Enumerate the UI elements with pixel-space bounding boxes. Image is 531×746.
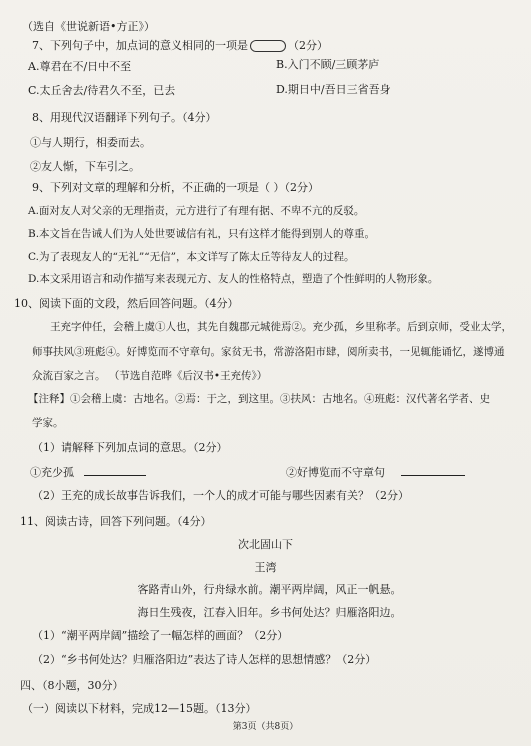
question-7-score: （2分） xyxy=(288,39,328,52)
question-8: 8、用现代汉语翻译下列句子。（4分） xyxy=(32,111,217,124)
question-8-item-2: ②友人惭，下车引之。 xyxy=(30,160,140,173)
passage-line-3: 众流百家之言。 （节选自范晔《后汉书•王充传》） xyxy=(32,370,268,382)
question-10-2: （2）王充的成长故事告诉我们，一个人的成才可能与哪些因素有关？（2分） xyxy=(32,489,409,502)
page-footer: 第3页（共8页） xyxy=(232,722,299,732)
question-11-2: （2）“乡书何处达？归雁洛阳边”表达了诗人怎样的思想情感？（2分） xyxy=(32,653,377,666)
question-10-1: （1）请解释下列加点词的意思。（2分） xyxy=(32,441,228,454)
section-4-heading: 四、（8小题，30分） xyxy=(20,679,124,692)
question-11-1: （1）“潮平两岸阔”描绘了一幅怎样的画面？（2分） xyxy=(32,629,289,642)
answer-blank xyxy=(401,464,465,476)
question-7 xyxy=(32,39,328,53)
option-9b: B.本文旨在告诫人们为人处世要诚信有礼，只有这样才能得到别人的尊重。 xyxy=(28,228,376,240)
option-9c: C.为了表现友人的“无礼”“无信”，本文详写了陈太丘等待友人的过程。 xyxy=(28,251,355,263)
poem-title: 次北固山下 xyxy=(238,538,293,551)
question-10-1-b xyxy=(286,464,465,480)
question-10-1-b-text: ②好博览而不守章句 xyxy=(286,466,385,479)
section-4-part-1: （一）阅读以下材料，完成12—15题。（13分） xyxy=(22,702,257,715)
question-11: 11、阅读古诗，回答下列问题。（4分） xyxy=(20,515,212,528)
question-9: 9、下列对文章的理解和分析，不正确的一项是（ ）（2分） xyxy=(32,181,319,194)
question-10: 10、阅读下面的文段，然后回答问题。（4分） xyxy=(14,297,239,310)
option-7b: B.入门不顾/三顾茅庐 xyxy=(276,58,380,71)
poem-author: 王湾 xyxy=(254,561,277,574)
answer-bracket xyxy=(250,40,286,52)
option-9d: D.本文采用语言和动作描写来表现元方、友人的性格特点，塑造了个性鲜明的人物形象。 xyxy=(28,273,439,285)
option-9a: A.面对友人对父亲的无理指责，元方进行了有理有据、不卑不亢的反驳。 xyxy=(28,205,365,217)
source-citation: （选自《世说新语•方正》） xyxy=(22,20,155,33)
question-8-item-1: ①与人期行，相委而去。 xyxy=(30,136,151,149)
poem-line-2: 海日生残夜，江春入旧年。乡书何处达？归雁洛阳边。 xyxy=(137,606,402,619)
notes-line-1: 【注释】①会稽上虞：古地名。②焉：于之，到这里。③扶风：古地名。④班彪：汉代著名学者、史 xyxy=(28,393,490,405)
notes-line-2: 学家。 xyxy=(32,417,64,429)
option-7d: D.期日中/吾日三省吾身 xyxy=(276,83,391,96)
option-7a: A.尊君在不/日中不至 xyxy=(28,60,132,73)
question-10-1-a xyxy=(30,464,146,480)
poem-line-1: 客路青山外，行舟绿水前。潮平两岸阔，风正一帆悬。 xyxy=(137,583,402,596)
question-10-1-a-text: ①充少孤 xyxy=(30,466,74,479)
option-7c: C.太丘舍去/待君久不至，已去 xyxy=(28,84,176,97)
passage-line-2: 师事扶风③班彪④。好博览而不守章句。家贫无书，常游洛阳市肆，阅所卖书，一见辄能诵忆，遂博通 xyxy=(32,346,505,358)
answer-blank xyxy=(84,464,146,476)
question-7-text: 7、下列句子中，加点词的意义相同的一项是 xyxy=(32,39,248,52)
passage-line-1: 王充字仲任，会稽上虞①人也，其先自魏郡元城徙焉②。充少孤，乡里称孝。后到京师，受业太学， xyxy=(50,321,512,333)
